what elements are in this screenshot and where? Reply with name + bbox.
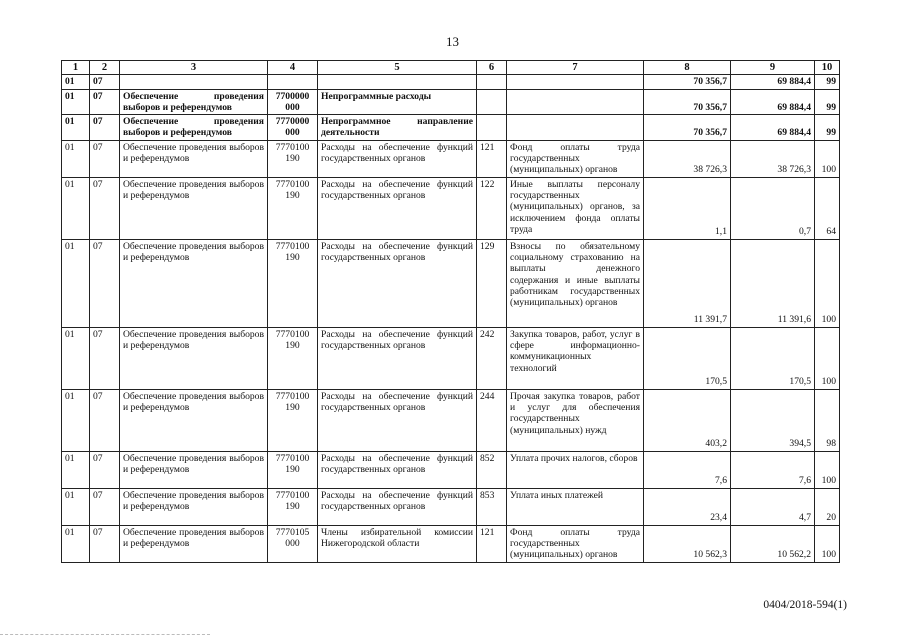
table-row [62,177,840,239]
cell-col-2: 07 [90,327,120,389]
cell-col-1: 01 [62,488,90,525]
cell-col-5: Расходы на обеспечение функций государственных органов [318,327,477,389]
header-cell: 7 [507,61,644,75]
header-cell: 2 [90,61,120,75]
cell-col-6: 121 [477,140,507,177]
cell-col-4: 7770100 190 [268,177,318,239]
cell-col-8: 7,6 [644,451,731,488]
cell-col-3 [120,75,268,89]
cell-col-4: 7770100 190 [268,488,318,525]
cell-col-9: 0,7 [731,177,815,239]
table-row [62,239,840,327]
cell-col-9: 11 391,6 [731,239,815,327]
cell-col-1: 01 [62,327,90,389]
cell-col-5: Расходы на обеспечение функций государственных органов [318,177,477,239]
cell-col-1: 01 [62,115,90,141]
cell-col-4 [268,75,318,89]
cell-col-10: 100 [815,525,840,562]
cell-col-10: 100 [815,239,840,327]
cell-col-10: 20 [815,488,840,525]
cell-col-7: Уплата прочих налогов, сборов [507,451,644,488]
cell-col-2: 07 [90,239,120,327]
cell-col-3: Обеспечение проведения выборов и референдумов [120,451,268,488]
cell-col-3: Обеспечение проведения выборов и референдумов [120,239,268,327]
cell-col-2: 07 [90,525,120,562]
cell-col-7 [507,89,644,115]
cell-col-6: 129 [477,239,507,327]
cell-col-4: 7770100 190 [268,327,318,389]
cell-col-8: 70 356,7 [644,75,731,89]
cell-col-6: 853 [477,488,507,525]
cell-col-1: 01 [62,140,90,177]
cell-col-9: 69 884,4 [731,75,815,89]
cell-col-1: 01 [62,451,90,488]
cell-col-8: 10 562,3 [644,525,731,562]
cell-col-6 [477,89,507,115]
cell-col-1: 01 [62,89,90,115]
footer-divider [0,634,210,636]
cell-col-7: Фонд оплаты труда государственных (муниципальных) органов [507,140,644,177]
cell-col-9: 170,5 [731,327,815,389]
cell-col-8: 38 726,3 [644,140,731,177]
header-cell: 9 [731,61,815,75]
cell-col-2: 07 [90,389,120,451]
cell-col-10: 100 [815,327,840,389]
header-cell: 1 [62,61,90,75]
cell-col-7: Прочая закупка товаров, работ и услуг для обеспечения государственных (муниципальных) нужд [507,389,644,451]
header-cell: 8 [644,61,731,75]
cell-col-6: 121 [477,525,507,562]
cell-col-5: Расходы на обеспечение функций государственных органов [318,488,477,525]
cell-col-6: 852 [477,451,507,488]
cell-col-9: 4,7 [731,488,815,525]
table-row [62,389,840,451]
cell-col-2: 07 [90,177,120,239]
cell-col-9: 394,5 [731,389,815,451]
cell-col-9: 10 562,2 [731,525,815,562]
header-cell: 3 [120,61,268,75]
table-row [62,140,840,177]
cell-col-8: 170,5 [644,327,731,389]
cell-col-2: 07 [90,140,120,177]
cell-col-5: Члены избирательной комиссии Нижегородской области [318,525,477,562]
cell-col-7: Фонд оплаты труда государственных (муниципальных) органов [507,525,644,562]
cell-col-6 [477,75,507,89]
cell-col-8: 70 356,7 [644,115,731,141]
cell-col-4: 7770100 190 [268,451,318,488]
cell-col-9: 38 726,3 [731,140,815,177]
cell-col-6: 244 [477,389,507,451]
cell-col-2: 07 [90,451,120,488]
header-cell: 5 [318,61,477,75]
cell-col-7: Закупка товаров, работ, услуг в сфере информационно-коммуникационных технологий [507,327,644,389]
table-row [62,525,840,562]
table-row [62,89,840,115]
cell-col-3: Обеспечение проведения выборов и референдумов [120,327,268,389]
cell-col-3: Обеспечение проведения выборов и референдумов [120,389,268,451]
cell-col-3: Обеспечение проведения выборов и референдумов [120,140,268,177]
cell-col-7 [507,75,644,89]
cell-col-7 [507,115,644,141]
cell-col-8: 1,1 [644,177,731,239]
cell-col-8: 403,2 [644,389,731,451]
cell-col-10: 99 [815,89,840,115]
cell-col-10: 98 [815,389,840,451]
header-cell: 6 [477,61,507,75]
cell-col-3: Обеспечение проведения выборов и референдумов [120,177,268,239]
document-code: 0404/2018-594(1) [763,599,847,611]
table-row [62,327,840,389]
cell-col-1: 01 [62,177,90,239]
page-number: 13 [446,34,459,49]
cell-col-10: 100 [815,140,840,177]
header-cell: 4 [268,61,318,75]
cell-col-5: Непрограммное направление деятельности [318,115,477,141]
cell-col-2: 07 [90,115,120,141]
cell-col-5: Расходы на обеспечение функций государственных органов [318,140,477,177]
cell-col-5: Расходы на обеспечение функций государственных органов [318,451,477,488]
cell-col-6 [477,115,507,141]
cell-col-9: 69 884,4 [731,89,815,115]
cell-col-1: 01 [62,525,90,562]
table-row [62,488,840,525]
cell-col-3: Обеспечение проведения выборов и референдумов [120,488,268,525]
cell-col-3: Обеспечение проведения выборов и референдумов [120,525,268,562]
cell-col-4: 7770100 190 [268,140,318,177]
cell-col-8: 70 356,7 [644,89,731,115]
cell-col-3: Обеспечение проведения выборов и референдумов [120,115,268,141]
cell-col-4: 7770000 000 [268,115,318,141]
header-cell: 10 [815,61,840,75]
cell-col-9: 7,6 [731,451,815,488]
cell-col-6: 122 [477,177,507,239]
cell-col-7: Уплата иных платежей [507,488,644,525]
cell-col-4: 7770100 190 [268,239,318,327]
cell-col-10: 64 [815,177,840,239]
cell-col-7: Иные выплаты персоналу государственных (муниципальных) органов, за исключением фонда оплаты труда [507,177,644,239]
cell-col-9: 69 884,4 [731,115,815,141]
cell-col-10: 99 [815,115,840,141]
cell-col-7: Взносы по обязательному социальному страхованию на выплаты денежного содержания и иные выплаты работникам государственных (муниципальных) органов [507,239,644,327]
cell-col-4: 7700000 000 [268,89,318,115]
cell-col-6: 242 [477,327,507,389]
cell-col-4: 7770100 190 [268,389,318,451]
cell-col-3: Обеспечение проведения выборов и референдумов [120,89,268,115]
cell-col-2: 07 [90,75,120,89]
table-row [62,451,840,488]
cell-col-10: 100 [815,451,840,488]
header-row [62,61,840,75]
cell-col-1: 01 [62,239,90,327]
cell-col-10: 99 [815,75,840,89]
cell-col-5 [318,75,477,89]
cell-col-2: 07 [90,488,120,525]
cell-col-8: 11 391,7 [644,239,731,327]
cell-col-1: 01 [62,389,90,451]
table-row [62,75,840,89]
cell-col-5: Расходы на обеспечение функций государственных органов [318,239,477,327]
cell-col-8: 23,4 [644,488,731,525]
budget-table [61,60,840,563]
cell-col-1: 01 [62,75,90,89]
table-row [62,115,840,141]
cell-col-2: 07 [90,89,120,115]
cell-col-5: Непрограммные расходы [318,89,477,115]
cell-col-5: Расходы на обеспечение функций государственных органов [318,389,477,451]
cell-col-4: 7770105 000 [268,525,318,562]
